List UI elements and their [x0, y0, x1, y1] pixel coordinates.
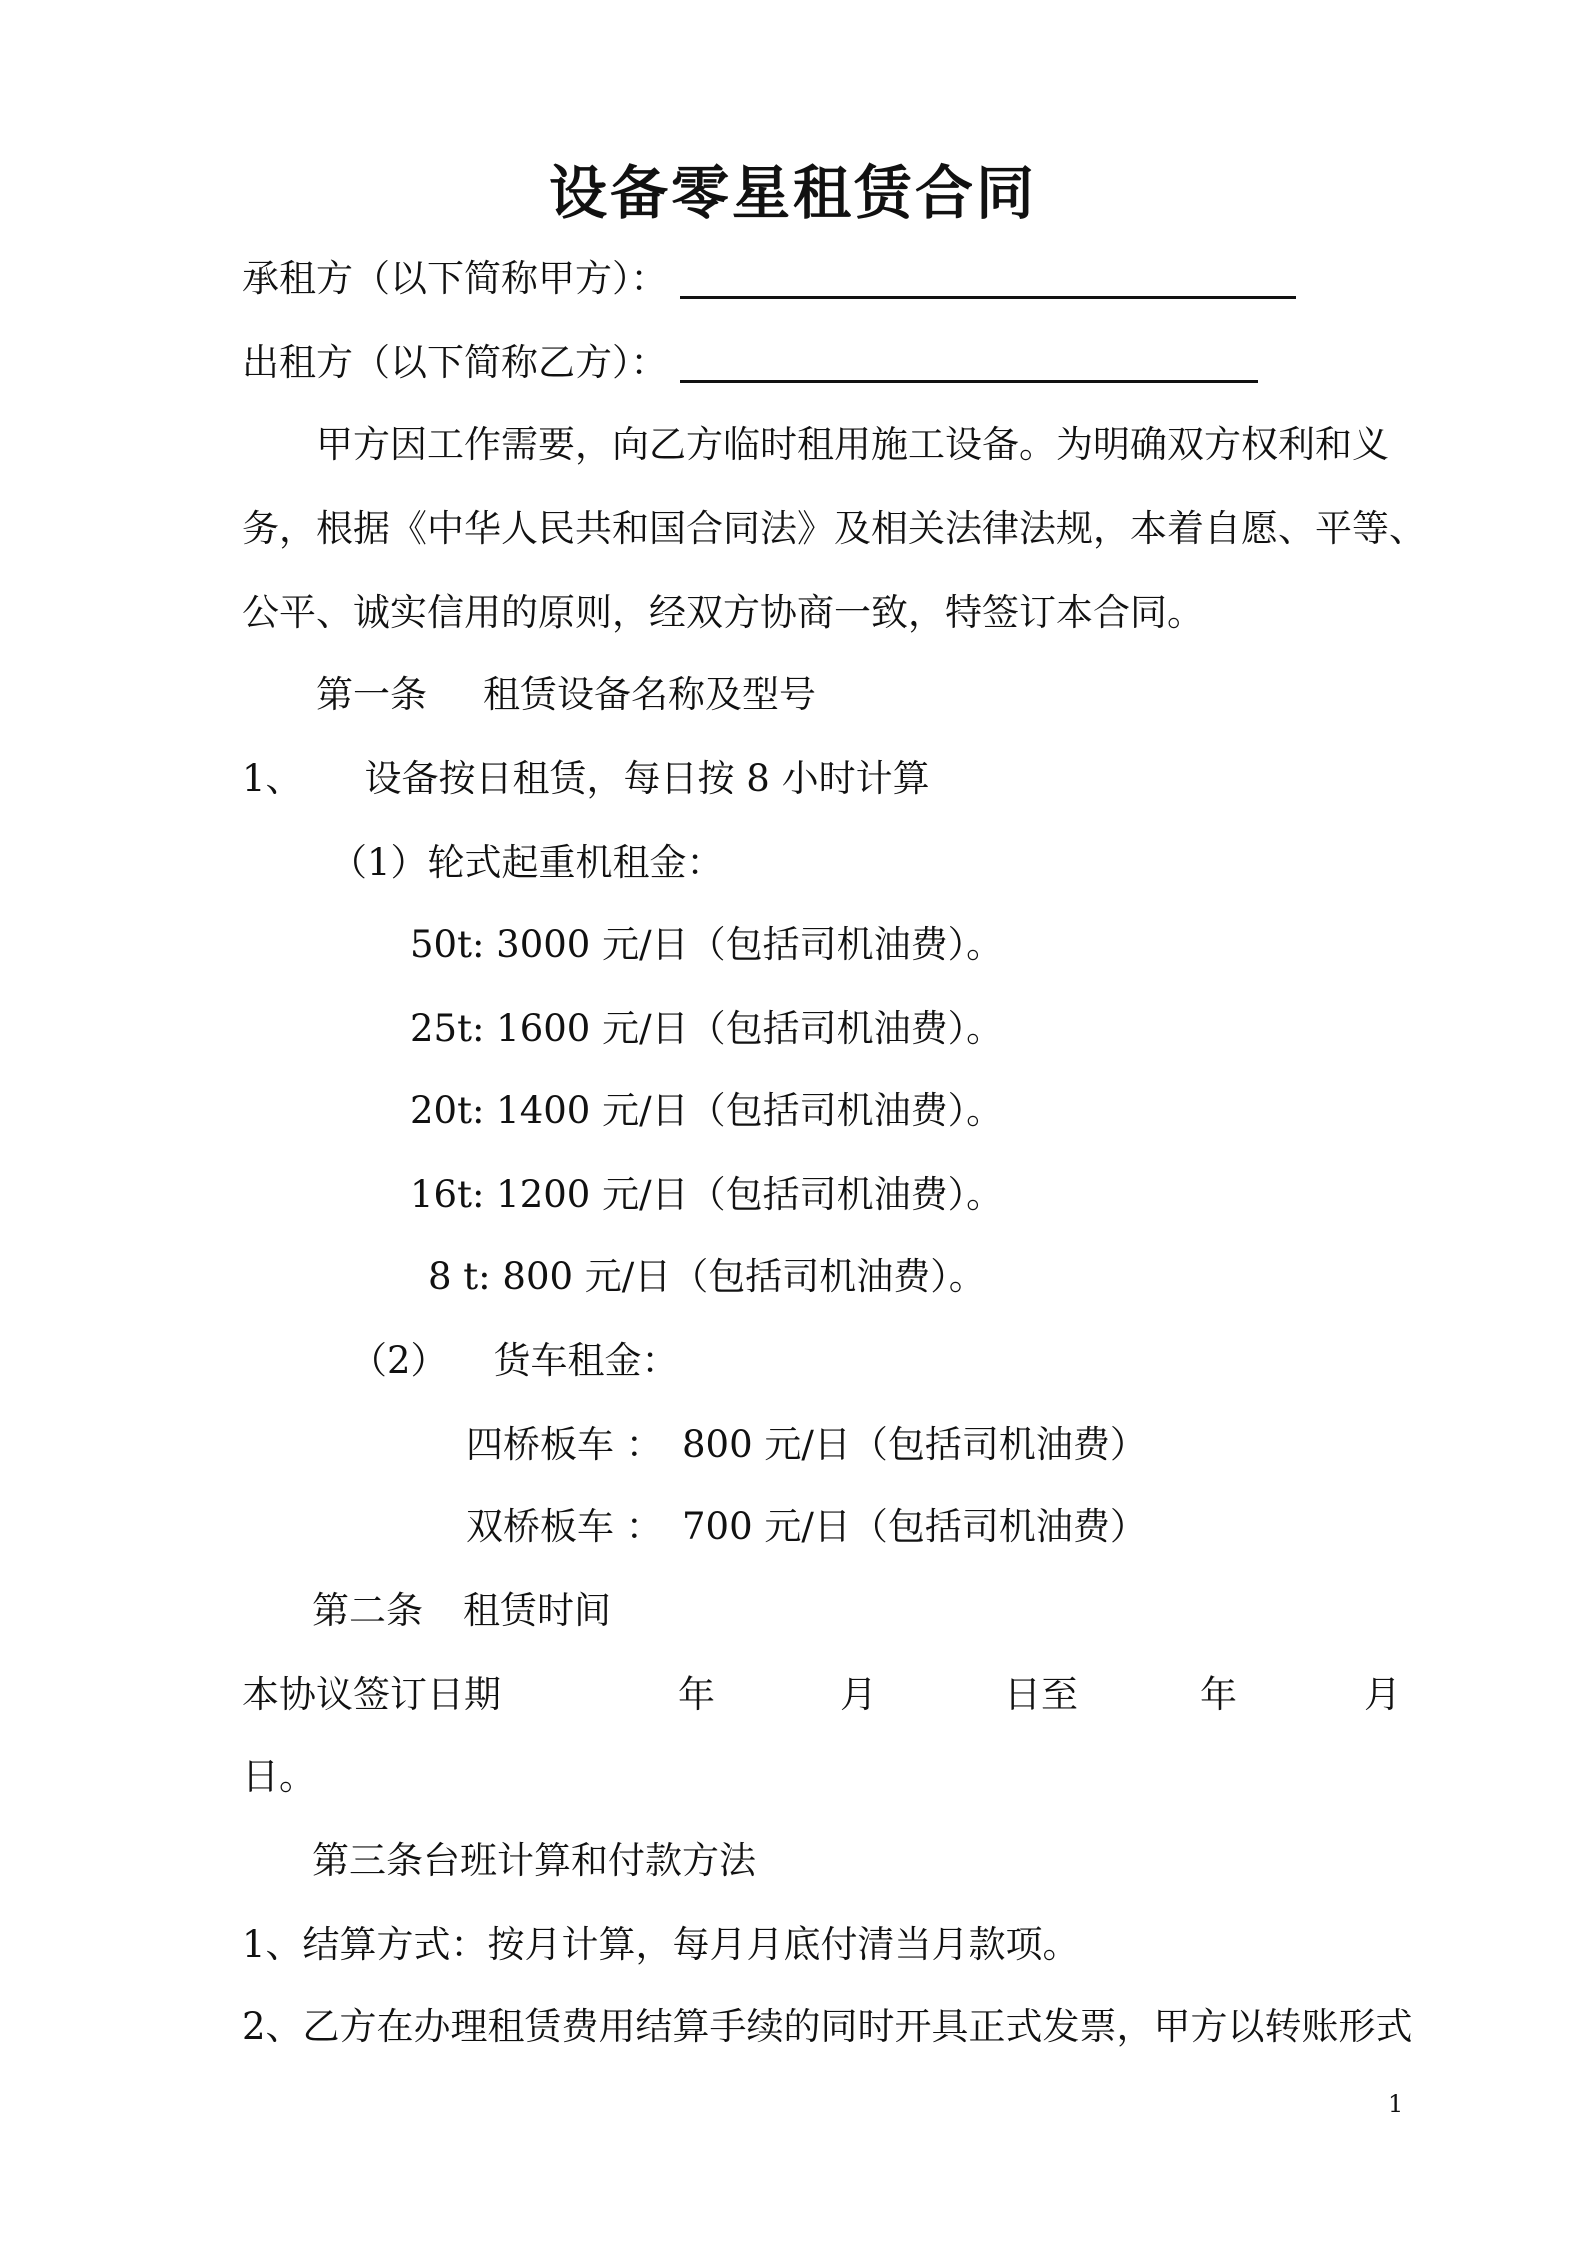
crane-rate-25t: 25t: 1600 元/日（包括司机油费）。: [410, 1007, 1004, 1050]
crane-rate-16t: 16t: 1200 元/日（包括司机油费）。: [410, 1173, 1004, 1216]
date-year-end: 年: [1200, 1673, 1237, 1716]
article2-number: 第二条: [312, 1589, 423, 1632]
crane-rate-20t: 20t: 1400 元/日（包括司机油费）。: [410, 1089, 1004, 1132]
article2-title: 租赁时间: [463, 1589, 611, 1632]
lessee-label: 承租方（以下简称甲方）：: [242, 257, 668, 300]
article1-title: 租赁设备名称及型号: [483, 673, 816, 716]
article1-item1-text: 设备按日租赁，每日按 8 小时计算: [364, 757, 930, 800]
truck-rate-row: [466, 1504, 1147, 1550]
truck-subheading: [350, 1338, 679, 1384]
intro-line-2: 务，根据《中华人民共和国合同法》及相关法律法规，本着自愿、平等、: [242, 507, 1426, 550]
article3-item1: 1、结算方式：按月计算，每月月底付清当月款项。: [242, 1923, 1080, 1966]
article1-heading: [316, 672, 816, 718]
crane-rate-8t: 8 t: 800 元/日（包括司机油费）。: [428, 1255, 986, 1298]
truck-subheading-text: 货车租金：: [493, 1339, 679, 1382]
lessee-blank: [680, 262, 1296, 299]
date-label: 本协议签订日期: [242, 1673, 501, 1716]
intro-line-3: 公平、诚实信用的原则，经双方协商一致，特签订本合同。: [242, 591, 1204, 634]
document-title: 设备零星租赁合同: [548, 159, 1037, 227]
article2-heading: [312, 1588, 611, 1634]
truck-rate-row: [466, 1422, 1147, 1468]
intro-line-1: 甲方因工作需要，向乙方临时租用施工设备。为明确双方权利和义: [316, 423, 1389, 466]
lessee-line: [242, 256, 1296, 302]
lessor-label: 出租方（以下简称乙方）：: [242, 341, 668, 384]
article1-number: 第一条: [316, 673, 427, 716]
crane-rate-50t: 50t: 3000 元/日（包括司机油费）。: [410, 923, 1004, 966]
article3-item2: 2、乙方在办理租赁费用结算手续的同时开具正式发票，甲方以转账形式: [242, 2005, 1413, 2048]
lessor-blank: [680, 346, 1258, 383]
article1-item1: [242, 756, 930, 802]
date-month: 月: [840, 1673, 877, 1716]
truck-name: 双桥板车 ：: [466, 1505, 663, 1548]
truck-subheading-number: （2）: [350, 1339, 448, 1382]
date-day-end: 日。: [242, 1755, 316, 1798]
truck-name: 四桥板车 ：: [466, 1423, 663, 1466]
page-number: 1: [1388, 2090, 1404, 2118]
article1-item1-number: 1、: [242, 757, 303, 800]
truck-rate: 700 元/日（包括司机油费）: [682, 1505, 1147, 1548]
truck-rate: 800 元/日（包括司机油费）: [682, 1423, 1147, 1466]
article3-heading: 第三条台班计算和付款方法: [312, 1839, 756, 1882]
date-day-to: 日至: [1004, 1673, 1078, 1716]
date-year: 年: [678, 1673, 715, 1716]
date-month-end: 月: [1364, 1673, 1401, 1716]
crane-subheading: （1）轮式起重机租金：: [330, 841, 724, 884]
lessor-line: [242, 340, 1258, 386]
